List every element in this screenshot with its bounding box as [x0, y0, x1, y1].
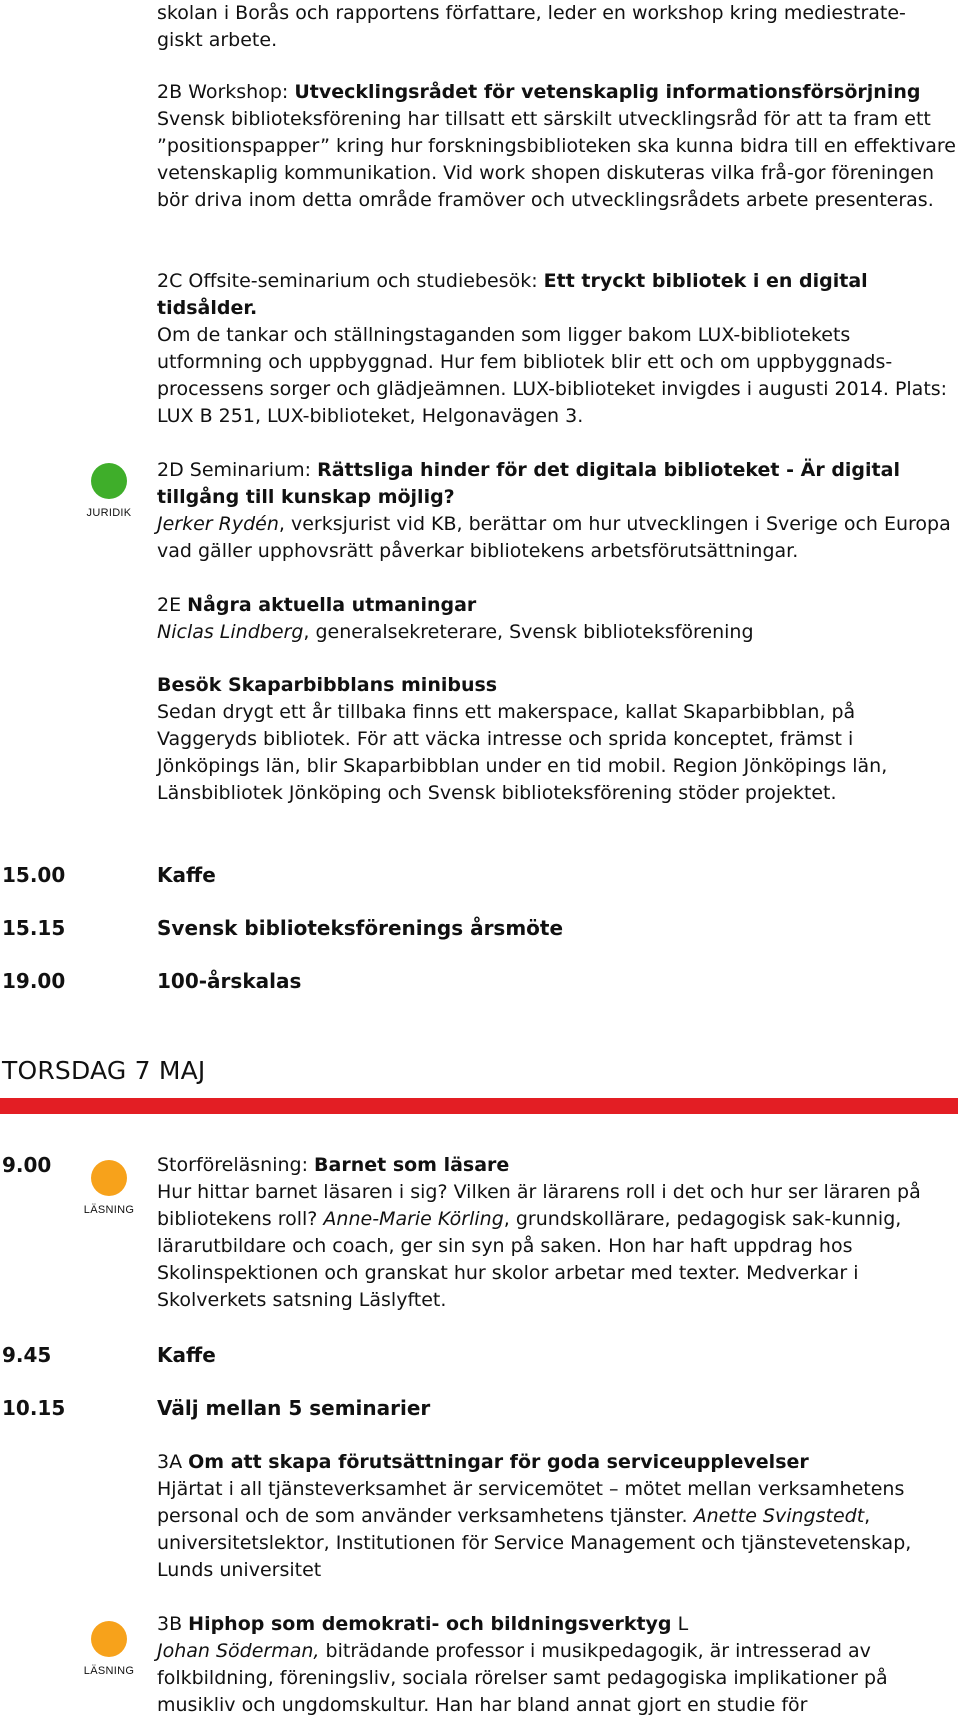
keynote-title: Barnet som läsare	[314, 1154, 510, 1176]
session-2b-body: Svensk biblioteksförening har tillsatt ett särskilt utvecklingsråd för att ta fram ett ”positionspapper” kring hur forskningsbiblioteken ska kunna bidra till en effektivare vetenskaplig kommunikation. Vid work shopen diskuteras vilka frå-gor föreningen bör driva inom detta område framöver och utvecklingsrådets arbete presenteras.	[157, 108, 956, 211]
juridik-dot-icon	[91, 463, 127, 499]
keynote-body-b: , grundskollärare, pedagogisk sak-kunnig, lärarutbildare och coach, ger sin syn på saken. Hon har haft uppdrag hos Skolinspektionen och granskat hur skolor arbetar med texter. Medverkar i Skolverkets satsning Läslyftet.	[157, 1208, 902, 1311]
session-3a-title: Om att skapa förutsättningar för goda serviceupplevelser	[188, 1451, 809, 1473]
kaffe-label: Kaffe	[157, 863, 216, 887]
session-2c	[157, 268, 957, 430]
time-1900: 19.00	[2, 969, 66, 993]
keynote-body-a: Hur hittar barnet läsaren i sig? Vilken är lärarens roll i det och hur ser läraren på bibliotekens roll?	[157, 1181, 921, 1230]
section-divider-bar	[0, 1098, 958, 1114]
session-3b	[157, 1611, 957, 1719]
intro-line-1: skolan i Borås och rapportens författare, leder en workshop kring mediestrate-	[157, 2, 906, 24]
session-2d-prefix: 2D Seminarium:	[157, 459, 318, 481]
lasning-tag-keynote	[79, 1160, 139, 1217]
session-2d-title: Rättsliga hinder för det digitala biblioteket - Är digital tillgång till kunskap möjlig?	[157, 459, 900, 508]
session-3a-prefix: 3A	[157, 1451, 189, 1473]
seminarier-label: Välj mellan 5 seminarier	[157, 1396, 431, 1420]
session-2c-prefix: 2C Offsite-seminarium och studiebesök:	[157, 270, 544, 292]
arskalas-label: 100-årskalas	[157, 969, 302, 993]
session-2d-speaker: Jerker Rydén	[157, 513, 279, 535]
session-2e-body: , generalsekreterare, Svensk biblioteksförening	[303, 621, 754, 643]
session-3a-speaker: Anette Svingstedt	[693, 1505, 865, 1527]
session-2b-prefix: 2B Workshop:	[157, 81, 295, 103]
arsmote-label: Svensk biblioteksförenings årsmöte	[157, 916, 564, 940]
lasning-dot-icon	[91, 1160, 127, 1196]
intro-text	[157, 0, 957, 54]
session-3a	[157, 1449, 957, 1584]
session-2b-title: Utvecklingsrådet för vetenskaplig informationsförsörjning	[294, 81, 921, 103]
session-3b-body: biträdande professor i musikpedagogik, är intresserad av folkbildning, föreningsliv, sociala rörelser samt pedagogiska implikationer på musikliv och ungdomskultur. Han har bland annat gjort en studie för	[157, 1640, 888, 1716]
lasning-label: LÄSNING	[83, 1204, 135, 1216]
session-2b	[157, 79, 957, 214]
lasning-dot-icon	[91, 1621, 127, 1657]
time-1515: 15.15	[2, 916, 66, 940]
session-2e	[157, 592, 957, 646]
session-3b-suffix: L	[671, 1613, 689, 1635]
minibuss-body: Sedan drygt ett år tillbaka finns ett makerspace, kallat Skaparbibblan, på Vaggeryds bibliotek. För att väcka intresse och sprida konceptet, främst i Jönköpings län, blir Skaparbibblan under en tid mobil. Region Jönköpings län, Länsbibliotek Jönköping och Svensk biblioteksförening stöder projektet.	[157, 701, 888, 804]
session-2c-body: Om de tankar och ställningstaganden som ligger bakom LUX-bibliotekets utformning och uppbyggnad. Hur fem bibliotek blir ett och om uppbyggnads-processens sorger och glädjeämnen. LUX-biblioteket invigdes i augusti 2014. Plats: LUX B 251, LUX-biblioteket, Helgonavägen 3.	[157, 324, 948, 427]
lasning-tag-3b	[79, 1621, 139, 1678]
day-title: TORSDAG 7 MAJ	[2, 1056, 206, 1085]
time-0945: 9.45	[2, 1343, 52, 1367]
session-3a-body-b: , universitetslektor, Institutionen för Service Management och tjänstevetenskap, Lunds universitet	[157, 1505, 912, 1581]
time-0900: 9.00	[2, 1153, 52, 1177]
kaffe-label-2: Kaffe	[157, 1343, 216, 1367]
session-2e-title: Några aktuella utmaningar	[187, 594, 477, 616]
session-3b-speaker: Johan Söderman,	[157, 1640, 320, 1662]
juridik-tag	[79, 463, 139, 520]
session-2e-speaker: Niclas Lindberg	[157, 621, 304, 643]
session-3b-prefix: 3B	[157, 1613, 189, 1635]
session-2d	[157, 457, 957, 565]
minibuss-section	[157, 672, 957, 807]
session-2c-title: Ett tryckt bibliotek i en digital tidsålder.	[157, 270, 868, 319]
intro-line-2: giskt arbete.	[157, 29, 278, 51]
session-3a-body-a: Hjärtat i all tjänsteverksamhet är servicemötet – mötet mellan verksamhetens personal och de som använder verksamhetens tjänster.	[157, 1478, 905, 1527]
juridik-label: JURIDIK	[86, 507, 132, 519]
keynote-prefix: Storföreläsning:	[157, 1154, 315, 1176]
keynote-speaker: Anne-Marie Körling	[323, 1208, 504, 1230]
session-3b-title: Hiphop som demokrati- och bildningsverktyg	[188, 1613, 672, 1635]
keynote	[157, 1152, 957, 1314]
session-2d-body: , verksjurist vid KB, berättar om hur utvecklingen i Sverige och Europa vad gäller upphovsrätt påverkar bibliotekens arbetsförutsättningar.	[157, 513, 951, 562]
time-1015: 10.15	[2, 1396, 66, 1420]
time-1500: 15.00	[2, 863, 66, 887]
lasning-label: LÄSNING	[83, 1665, 135, 1677]
session-2e-prefix: 2E	[157, 594, 188, 616]
minibuss-title: Besök Skaparbibblans minibuss	[157, 674, 498, 696]
